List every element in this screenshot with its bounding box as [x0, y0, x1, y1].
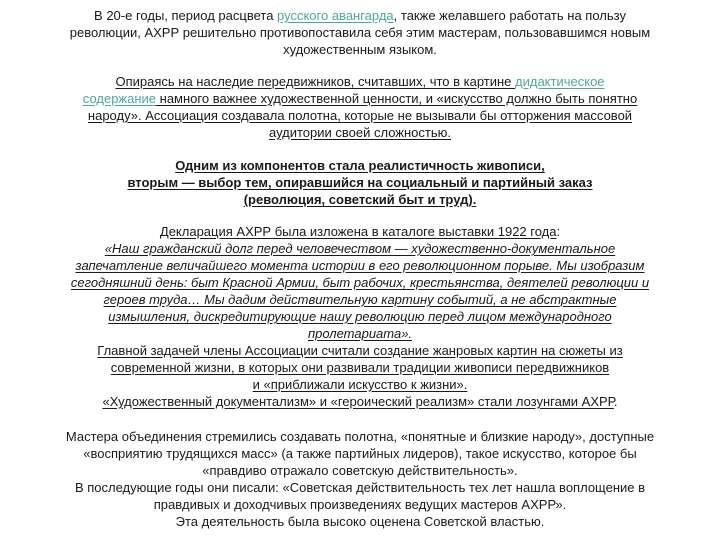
text-line [0, 90, 720, 107]
quote-line: пролетариата». [307, 326, 413, 341]
link-content[interactable]: содержание [82, 91, 157, 106]
text-line: революции, АХРР решительно противопоставила себя этим мастерам, пользовавшимся новым [69, 25, 651, 40]
quote-line: «Наш гражданский долг перед человечеством — художественно-документальное [104, 241, 616, 256]
quote-line: измышления, дискредитирующие нашу революцию перед лицом международного [108, 309, 612, 324]
text-fragment: Декларация АХРР была изложена в каталоге выставки 1922 года [159, 224, 557, 239]
text-line [0, 7, 720, 24]
text-line: «восприятию трудящихся масс» (а также партийных лидеров), такое искусство, которое бы [83, 446, 637, 461]
text-line: народу». Ассоциация создавала полотна, которые не вызывали бы отторжения массовой [87, 108, 633, 123]
text-fragment: : [556, 224, 561, 239]
text-line: правдивых и доходчивых произведениях ведущих мастеров АХРР». [153, 497, 567, 512]
quote-line: запечатление величайшего момента истории в его революционном порыве. Мы изобразим [75, 258, 645, 273]
text-line: (революция, советский быт и труд). [243, 192, 477, 207]
text-line: Эта деятельность была высоко оценена Советской властью. [175, 514, 545, 529]
text-line: современной жизни, в которых они развивали традиции живописи передвижников [110, 360, 610, 375]
text-line [0, 73, 720, 90]
paragraph-masters [0, 428, 720, 530]
paragraph-avant-garde [0, 7, 720, 58]
text-line: и «приближали искусство к жизни». [252, 377, 468, 392]
link-didactic[interactable]: дидактическое [515, 74, 605, 89]
text-fragment: Опираясь на наследие передвижников, считавших, что в картине [115, 74, 516, 89]
text-line: Главной задачей члены Ассоциации считали создание жанровых картин на сюжеты из [97, 343, 623, 358]
text-line [0, 393, 720, 410]
text-line: Мастера объединения стремились создавать полотна, «понятные и близкие народу», доступные [65, 429, 655, 444]
paragraph-declaration [0, 223, 720, 410]
link-russian-avant-garde[interactable]: русского авангарда [277, 8, 394, 23]
quote-line: героев труда… Мы дадим действительную картину событий, а не абстрактные [103, 292, 617, 307]
paragraph-peredvizhniki [0, 73, 720, 141]
text-line: В последующие годы они писали: «Советская действительность тех лет нашла воплощение в [74, 480, 646, 495]
text-fragment: . [613, 394, 618, 409]
text-fragment: , также желавшего работать на пользу [393, 8, 626, 23]
text-line: «правдиво отражало советскую действительность». [202, 463, 518, 478]
text-fragment: В 20-е годы, период расцвета [94, 8, 278, 23]
text-line: художественным языком. [283, 42, 437, 57]
text-fragment: намного важнее художественной ценности, и «искусство должно быть понятно [156, 91, 638, 106]
text-fragment: «Художественный документализм» и «героический реализм» стали лозунгами АХРР [102, 394, 614, 409]
text-line: вторым — выбор тем, опиравшийся на социальный и партийный заказ [127, 175, 593, 190]
text-line: Одним из компонентов стала реалистичность живописи, [175, 158, 545, 173]
text-line: аудитории своей сложностью. [268, 125, 451, 140]
paragraph-components [0, 157, 720, 208]
quote-line: сегодняшний день: быт Красной Армии, быт рабочих, крестьянства, деятелей революции и [70, 275, 650, 290]
text-line [0, 223, 720, 240]
